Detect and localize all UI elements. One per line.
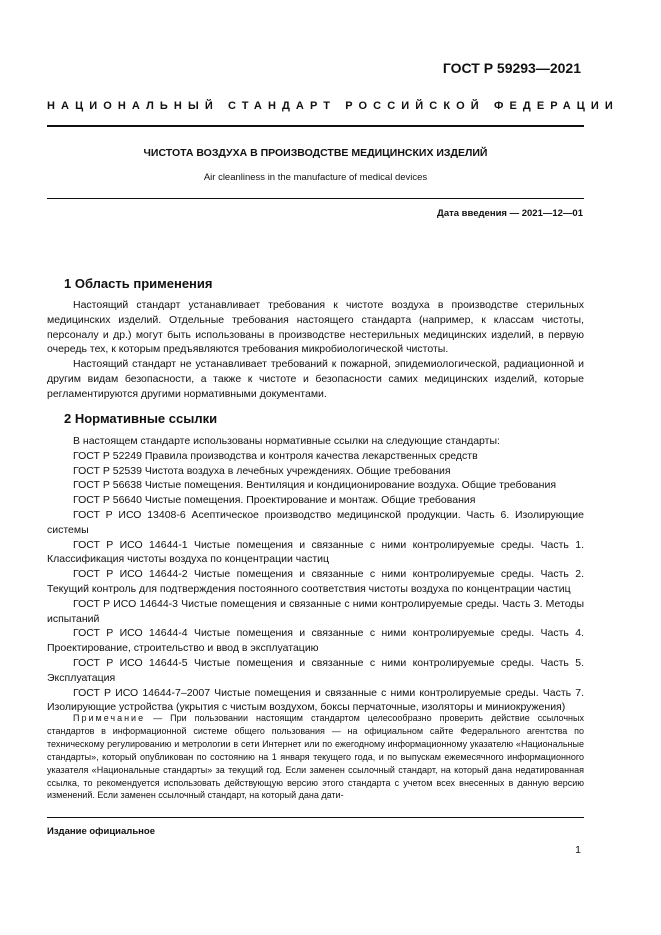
section-2-heading: 2 Нормативные ссылки bbox=[64, 411, 218, 426]
reference-item: ГОСТ Р 52249 Правила производства и контроля качества лекарственных средств bbox=[73, 449, 478, 462]
section-1-body bbox=[47, 298, 584, 402]
reference-item: ГОСТ Р ИСО 14644-5 Чистые помещения и связанные с ними контролируемые среды. Часть 5. Эксплуатация bbox=[47, 656, 584, 684]
section-2-body bbox=[47, 434, 584, 715]
note-text: — При пользовании настоящим стандартом целесообразно проверить действие ссылочных стандартов в информационной системе общего пользования — на официальном сайте Федерального агентства по техническому регулированию и метрологии в сети Интернет или по ежегодному информационному указателю «Национальные стандарты», который опубликован по состоянию на 1 января текущего года, и по выпускам ежемесячного информационного указателя «Национальные стандарты» за текущий год. Если заменен ссылочный стандарт, на который дана недатированная ссылка, то рекомендуется использовать действующую версию этого стандарта с учетом всех внесенных в данную версию изменений. Если заменен ссылочный стандарт, на который дана дати- bbox=[47, 713, 584, 801]
national-standard-banner: НАЦИОНАЛЬНЫЙ СТАНДАРТ РОССИЙСКОЙ ФЕДЕРАЦИИ bbox=[47, 100, 619, 112]
section-1-heading: 1 Область применения bbox=[64, 276, 213, 291]
reference-item: ГОСТ Р ИСО 14644-7–2007 Чистые помещения и связанные с ними контролируемые среды. Часть 7. Изолирующие устройства (укрытия с чистым воздухом, боксы перчаточные, изоляторы и миниокружения) bbox=[47, 686, 584, 714]
document-title-english: Air cleanliness in the manufacture of medical devices bbox=[203, 172, 428, 183]
top-divider bbox=[47, 125, 584, 127]
gost-number: ГОСТ Р 59293—2021 bbox=[442, 60, 581, 76]
footer-divider bbox=[47, 817, 584, 818]
reference-item: ГОСТ Р ИСО 13408-6 Асептическое производство медицинской продукции. Часть 6. Изолирующие системы bbox=[47, 508, 584, 536]
section-1-paragraph: Настоящий стандарт не устанавливает требований к пожарной, эпидемиологической, радиационной и другим видам безопасности, а также к чистоте и безопасности самих медицинских изделий, которые регламентируются другими нормативными документами. bbox=[47, 358, 584, 400]
reference-item: ГОСТ Р 56638 Чистые помещения. Вентиляция и кондиционирование воздуха. Общие требования bbox=[73, 479, 556, 492]
reference-item: ГОСТ Р 52539 Чистота воздуха в лечебных учреждениях. Общие требования bbox=[73, 464, 451, 477]
title-divider bbox=[47, 198, 584, 199]
section-1-paragraph: Настоящий стандарт устанавливает требования к чистоте воздуха в производстве стерильных медицинских изделий. Отдельные требования настоящего стандарта (например, к классам чистоты, персоналу и др.) могут быть использованы в производстве нестерильных медицинских изделий, в первую очередь тех, к которым предъявляются требования микробиологической чистоты. bbox=[47, 299, 584, 356]
introduction-date: Дата введения — 2021—12—01 bbox=[437, 208, 583, 219]
reference-item: ГОСТ Р 56640 Чистые помещения. Проектирование и монтаж. Общие требования bbox=[73, 494, 476, 507]
reference-item: ГОСТ Р ИСО 14644-2 Чистые помещения и связанные с ними контролируемые среды. Часть 2. Текущий контроль для подтверждения постоянного соответствия чистоты воздуха по концентрации частиц bbox=[47, 568, 584, 595]
note-label: Примечание bbox=[73, 713, 146, 723]
page-number: 1 bbox=[575, 844, 581, 856]
references-note bbox=[47, 712, 584, 802]
reference-item: ГОСТ Р ИСО 14644-3 Чистые помещения и связанные с ними контролируемые среды. Часть 3. Методы испытаний bbox=[47, 597, 584, 625]
reference-item: ГОСТ Р ИСО 14644-4 Чистые помещения и связанные с ними контролируемые среды. Часть 4. Проектирование, строительство и ввод в эксплуатацию bbox=[47, 627, 584, 655]
official-edition-label: Издание официальное bbox=[47, 826, 155, 837]
references-intro: В настоящем стандарте использованы нормативные ссылки на следующие стандарты: bbox=[73, 435, 500, 447]
document-title: ЧИСТОТА ВОЗДУХА В ПРОИЗВОДСТВЕ МЕДИЦИНСКИХ ИЗДЕЛИЙ bbox=[143, 147, 488, 159]
reference-item: ГОСТ Р ИСО 14644-1 Чистые помещения и связанные с ними контролируемые среды. Часть 1. Классификация чистоты воздуха по концентрации частиц bbox=[47, 538, 584, 566]
